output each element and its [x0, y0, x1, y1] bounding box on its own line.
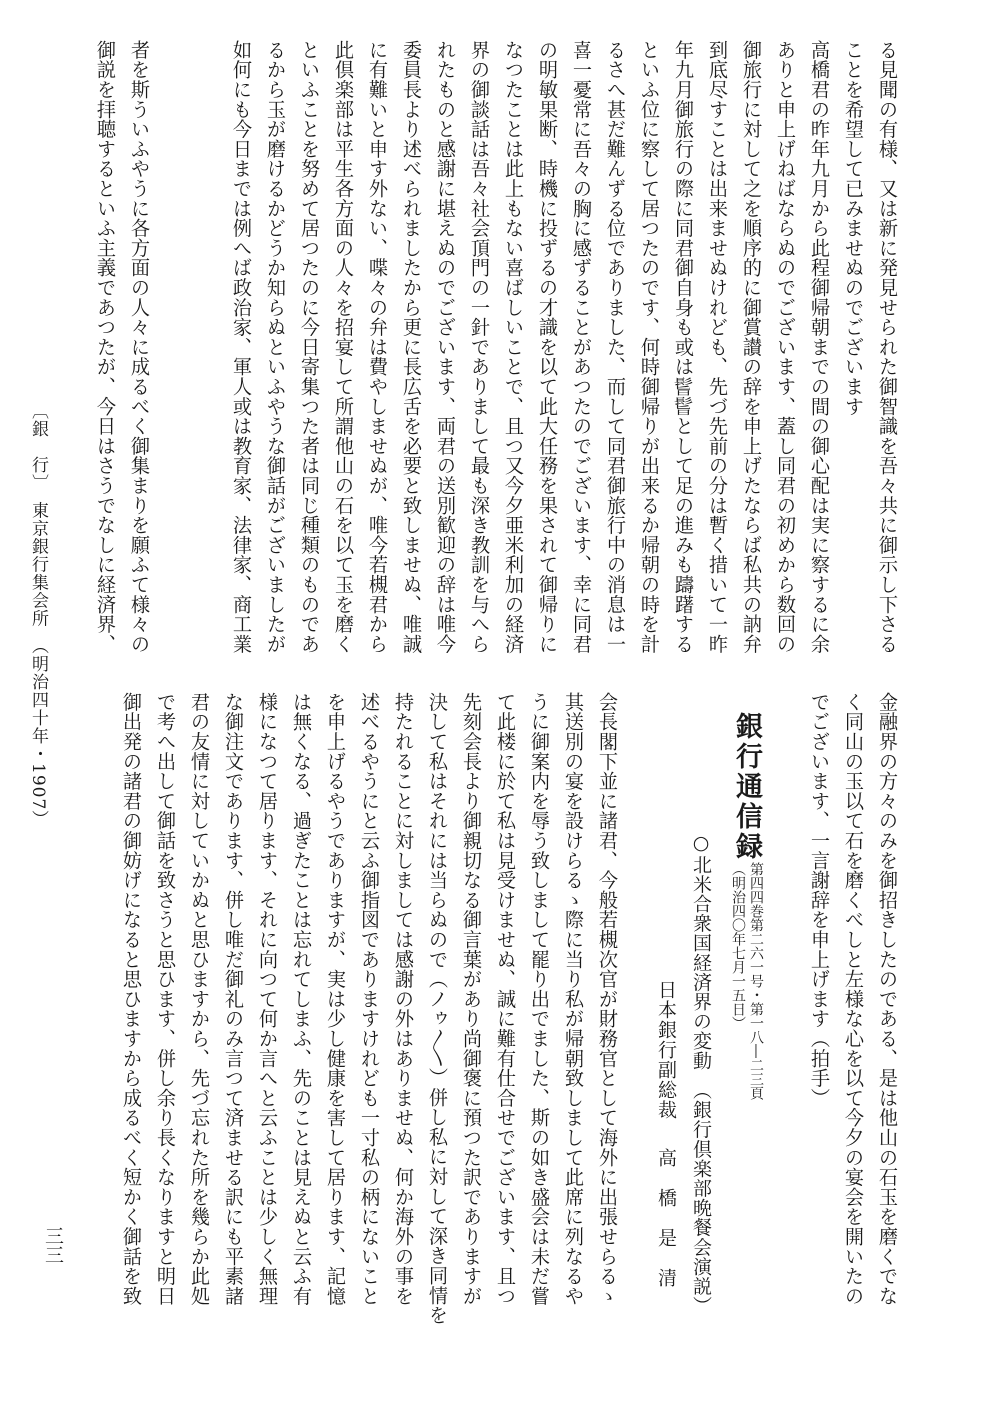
- text-line: を申上げるやうでありますが、実は少し健康を害して居ります、記憶: [324, 692, 347, 1306]
- section-title: 銀行通信録: [731, 712, 762, 862]
- text-line: 先刻会長より御親切なる御言葉があり尚御褒に預つた訳でありますが: [460, 692, 483, 1306]
- text-line: 会長閣下並に諸君、今般若槻次官が財務官として海外に出張せらるゝ: [596, 692, 619, 1306]
- text-line: 御出発の諸君の御妨げになると思ひますから成るべく短かく御話を致: [120, 692, 143, 1306]
- text-line: といふことを努めて居つたのに今日寄集つた者は同じ種類のものであ: [298, 40, 321, 654]
- footer-source: 〔銀 行〕 東京銀行集会所 （明治四十年・1907）: [28, 402, 48, 829]
- text-line: 如何にも今日までは例へば政治家、軍人或は教育家、法律家、商工業: [230, 40, 253, 654]
- text-line: るさへ甚だ難んずる位でありました、而して同君御旅行中の消息は一: [604, 40, 627, 654]
- author-name: 高 橋 是 清: [655, 1148, 677, 1288]
- text-line: 御説を拝聴するといふ主義であつたが、今日はさうでなしに経済界、: [94, 40, 117, 654]
- text-line: るから玉が磨けるかどうか知らぬといふやうな御話がございましたが: [264, 40, 287, 654]
- author-line: [653, 980, 680, 1380]
- text-line: 到底尽すことは出来ませぬけれども、先づ先前の分は暫く措いて一昨: [706, 40, 729, 654]
- text-line: て此楼に於て私は見受けませぬ、誠に難有仕合せでございます、且つ: [494, 692, 517, 1306]
- text-line: なつたことは此上もない喜ばしいことで、且つ又今夕亜米利加の経済: [502, 40, 525, 654]
- text-line: 年九月御旅行の際に同君御自身も或は𩬺𩬺として足の進みも躊躇する: [672, 40, 695, 654]
- continuation-block: [784, 692, 904, 1376]
- text-line: ありと申上げねばならぬのでございます、蓋し同君の初めから数回の: [774, 40, 797, 654]
- text-line: 其送別の宴を設けらるゝ際に当り私が帰朝致しまして此席に列なるや: [562, 692, 585, 1306]
- text-line: 喜一憂常に吾々の胸に感ずることがあつたのでございます、幸に同君: [570, 40, 593, 654]
- upper-text-block: [218, 40, 904, 668]
- text-line: の明敏果断、時機に投ずるの才識を以て此大任務を果されて御帰りに: [536, 40, 559, 654]
- text-line: 様になつて居ります、それに向つて何か言へと云ふことは少しく無理: [256, 692, 279, 1306]
- text-line: 金融界の方々のみを御招きしたのである、是は他山の石玉を磨くでな: [876, 692, 899, 1306]
- source-reference-line: （明治四〇年七月一五日）: [730, 862, 746, 1030]
- text-line: といふ位に察して居つたのです、何時御帰りが出来るか帰朝の時を計: [638, 40, 661, 654]
- text-line: 決して私はそれには当らぬので（ノゥ〳〵）併し私に対して深き同情を: [426, 692, 449, 1325]
- text-line: く同山の玉以て石を磨くべしと左様な心を以て今夕の宴会を開いたの: [842, 692, 865, 1306]
- text-line: 界の御談話は吾々社会頂門の一針でありまして最も深き教訓を与へら: [468, 40, 491, 654]
- upper-left-text-block: [84, 40, 156, 668]
- text-line: は無くなる、過ぎたことは忘れてしまふ、先のことは見えぬと云ふ有: [290, 692, 313, 1306]
- text-line: 此倶楽部は平生各方面の人々を招宴して所謂他山の石を以て玉を磨く: [332, 40, 355, 654]
- text-line: 高橋君の昨年九月から此程御帰朝までの間の御心配は実に察するに余: [808, 40, 831, 654]
- text-line: 御旅行に対して之を順序的に御賞讃の辞を申上げたならば私共の訥弁: [740, 40, 763, 654]
- page-number: 三三: [42, 1226, 64, 1264]
- text-line: る見聞の有様、又は新に発見せられた御智識を吾々共に御示し下さる: [876, 40, 899, 654]
- lower-text-block: [84, 692, 624, 1376]
- text-line: な御注文であります、併し唯だ御礼のみ言つて済ませる訳にも平素諸: [222, 692, 245, 1306]
- text-line: で考へ出して御話を致さうと思ひます、併し余り長くなりますと明日: [154, 692, 177, 1306]
- source-reference-line: 第四四巻第二六一号・第一八―二三頁: [748, 862, 764, 1100]
- text-line: に有難いと申す外ない、喋々の弁は費やしませぬが、唯今若槻君から: [366, 40, 389, 654]
- text-line: 君の友情に対していかぬと思ひますから、先づ忘れた所を幾らか此処: [188, 692, 211, 1306]
- article-heading: ○北米合衆国経済界の変動 （銀行倶楽部晩餐会演説）: [690, 832, 712, 1316]
- text-line: 述べるやうにと云ふ御指図でありますけれども一寸私の柄にないこと: [358, 692, 381, 1306]
- text-line: 持たれることに対しましては感謝の外はありませぬ、何か海外の事を: [392, 692, 415, 1306]
- source-reference: [725, 862, 765, 1100]
- author-title: 日本銀行副総裁: [655, 980, 677, 1120]
- text-line: ことを希望して已みませぬのでございます: [842, 40, 865, 417]
- text-line: 委員長より述べられましたから更に長広舌を必要と致しませぬ、唯誠: [400, 40, 423, 654]
- text-line: でございます、一言謝辞を申上げます（拍手）: [808, 692, 831, 1108]
- text-line: 者を斯ういふやうに各方面の人々に成るべく御集まりを願ふて様々の: [128, 40, 151, 654]
- text-line: うに御案内を辱う致しまして罷り出でました、斯の如き盛会は未だ嘗: [528, 692, 551, 1306]
- text-line: れたものと感謝に堪えぬのでございます、両君の送別歓迎の辞は唯今: [434, 40, 457, 654]
